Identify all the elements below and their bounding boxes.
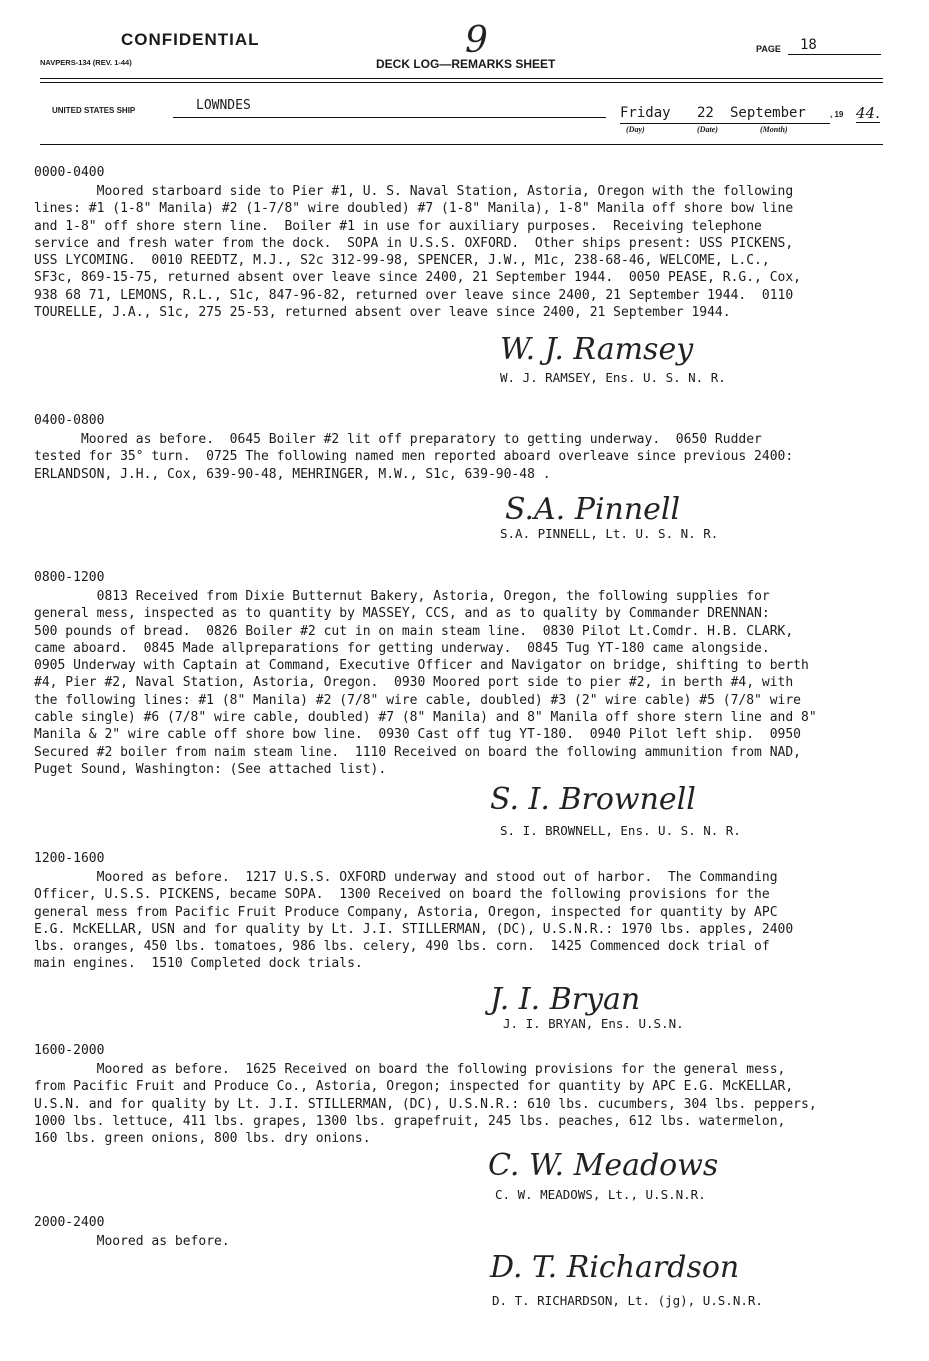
ship-label: UNITED STATES SHIP [52, 106, 136, 115]
handwritten-signature: J. I. Bryan [490, 982, 641, 1017]
page-label: PAGE [756, 44, 781, 54]
handwritten-signature: D. T. Richardson [490, 1250, 740, 1285]
officer-signature: S.A. PINNELL, Lt. U. S. N. R. [500, 526, 719, 541]
header-rule-bottom [40, 82, 883, 83]
date-rule [40, 144, 883, 145]
officer-signature: D. T. RICHARDSON, Lt. (jg), U.S.N.R. [492, 1293, 763, 1308]
watch-heading: 0800-1200 [34, 570, 105, 585]
header-rule-top [40, 78, 883, 79]
year-value: 44. [856, 104, 880, 122]
day-caption: (Day) [626, 125, 645, 134]
watch-remarks: Moored as before. 1217 U.S.S. OXFORD underway and stood out of harbor. The Commanding Officer, U.S.S. PICKENS, became SOPA. 1300 Received on board the following provisions for the general mess from Pacific Fruit Produce Company, Astoria, Oregon, inspected for quantity by APC E.G. McKELLAR, USN and for quality by Lt. J.I. STILLERMAN, (DC), U.S.N.R.: 1970 lbs. apples, 2400 lbs. oranges, 450 lbs. tomatoes, 986 lbs. celery, 490 lbs. corn. 1425 Commenced dock trial of main engines. 1510 Completed dock trials. [34, 870, 794, 972]
watch-remarks: Moored as before. 0645 Boiler #2 lit off preparatory to getting underway. 0650 Rudder tested for 35° turn. 0725 The following named men reported aboard overleave since previous 2400: ERLANDSON, J.H., Cox, 639-90-48, MEHRINGER, M.W., S1c, 639-90-48 . [34, 432, 794, 482]
watch-heading: 0000-0400 [34, 165, 105, 180]
watch-heading: 1200-1600 [34, 851, 105, 866]
watch-heading: 0400-0800 [34, 413, 105, 428]
year-prefix: , 19 [830, 110, 844, 119]
handwritten-signature: S. I. Brownell [490, 782, 696, 817]
form-number: NAVPERS-134 (REV. 1-44) [40, 58, 132, 67]
watch-heading: 2000-2400 [34, 1215, 105, 1230]
watch-remarks: 0813 Received from Dixie Butternut Bakery, Astoria, Oregon, the following supplies for general mess, inspected as to quantity by MASSEY, CCS, and as to quality by Commander DRENNAN: 500 pounds of bread. 0826 Boiler #2 cut in on main steam line. 0830 Pilot Lt.Comdr. H.B. CLARK, came aboard. 0845 Made allpreparations for getting underway. 0845 Tug YT-180 came alongside. 0905 Underway with Captain at Command, Executive Officer and Navigator on bridge, shifting to berth #4, Pier #2, Naval Station, Astoria, Oregon. 0930 Moored port side to pier #2, in berth #4, with the following lines: #1 (8" Manila) #2 (7/8" wire cable, doubled) #3 (2" wire cable) #5 (7/8" wire cable single) #6 (7/8" wire cable, doubled) #7 (8" Manila) and 8" Manila off shore stern line and 8" Manila & 2" wire cable off shore bow line. 0930 Cast off tug YT-180. 0940 Pilot left ship. 0950 Secured #2 boiler from naim steam line. 1110 Received on board the following ammunition from NAD, Puget Sound, Washington: (See attached list). [34, 589, 817, 777]
date-line [620, 123, 830, 124]
day-value: Friday [620, 105, 671, 121]
officer-signature: C. W. MEADOWS, Lt., U.S.N.R. [495, 1187, 706, 1202]
page-number: 18 [800, 37, 817, 53]
date-caption: (Date) [697, 125, 718, 134]
watch-remarks: Moored as before. 1625 Received on board the following provisions for the general mess, from Pacific Fruit and Produce Co., Astoria, Oregon; inspected for quantity by APC E.G. McKELLAR, U.S.N. and for quality by Lt. J.I. STILLERMAN, (DC), U.S.N.R.: 610 lbs. cucumbers, 304 lbs. peppers, 1000 lbs. lettuce, 411 lbs. grapes, 1300 lbs. grapefruit, 245 lbs. peaches, 612 lbs. watermelon, 160 lbs. green onions, 800 lbs. dry onions. [34, 1062, 817, 1147]
watch-remarks: Moored starboard side to Pier #1, U. S. Naval Station, Astoria, Oregon with the following lines: #1 (1-8" Manila) #2 (1-7/8" wire doubled) #7 (1-8" Manila), 1-8" Manila off shore bow line and 1-8" off shore stern line. Boiler #1 in use for auxiliary purposes. Receiving telephone service and fresh water from the dock. SOPA in U.S.S. OXFORD. Other ships present: USS PICKENS, USS LYCOMING. 0010 REEDTZ, M.J., S2c 312-99-98, SPENCER, J.W., M1c, 238-68-46, WELCOME, L.C., SF3c, 869-15-75, returned absent over leave since 2400, 21 September 1944. 0050 PEASE, R.G., Cox, 938 68 71, LEMONS, R.L., S1c, 847-96-82, returned over leave since 2400, 21 September 1944. 0110 TOURELLE, J.A., S1c, 275 25-53, returned absent over leave since 2400, 21 September 1944. [34, 184, 802, 321]
month-value: September [730, 105, 806, 121]
sheet-title: DECK LOG—REMARKS SHEET [376, 57, 556, 71]
page-number-line [788, 54, 881, 55]
classification-label: CONFIDENTIAL [121, 30, 260, 49]
date-value: 22 [697, 105, 714, 121]
handwritten-signature: C. W. Meadows [488, 1148, 719, 1183]
month-caption: (Month) [760, 125, 788, 134]
watch-remarks: Moored as before. [34, 1234, 230, 1249]
handwritten-signature: W. J. Ramsey [500, 332, 694, 367]
officer-signature: J. I. BRYAN, Ens. U.S.N. [503, 1016, 684, 1031]
ship-name-line [173, 117, 606, 118]
handwritten-page-mark: 9 [465, 20, 488, 61]
watch-heading: 1600-2000 [34, 1043, 105, 1058]
ship-name: LOWNDES [196, 98, 251, 113]
officer-signature: W. J. RAMSEY, Ens. U. S. N. R. [500, 370, 726, 385]
handwritten-signature: S.A. Pinnell [505, 492, 681, 527]
officer-signature: S. I. BROWNELL, Ens. U. S. N. R. [500, 823, 741, 838]
